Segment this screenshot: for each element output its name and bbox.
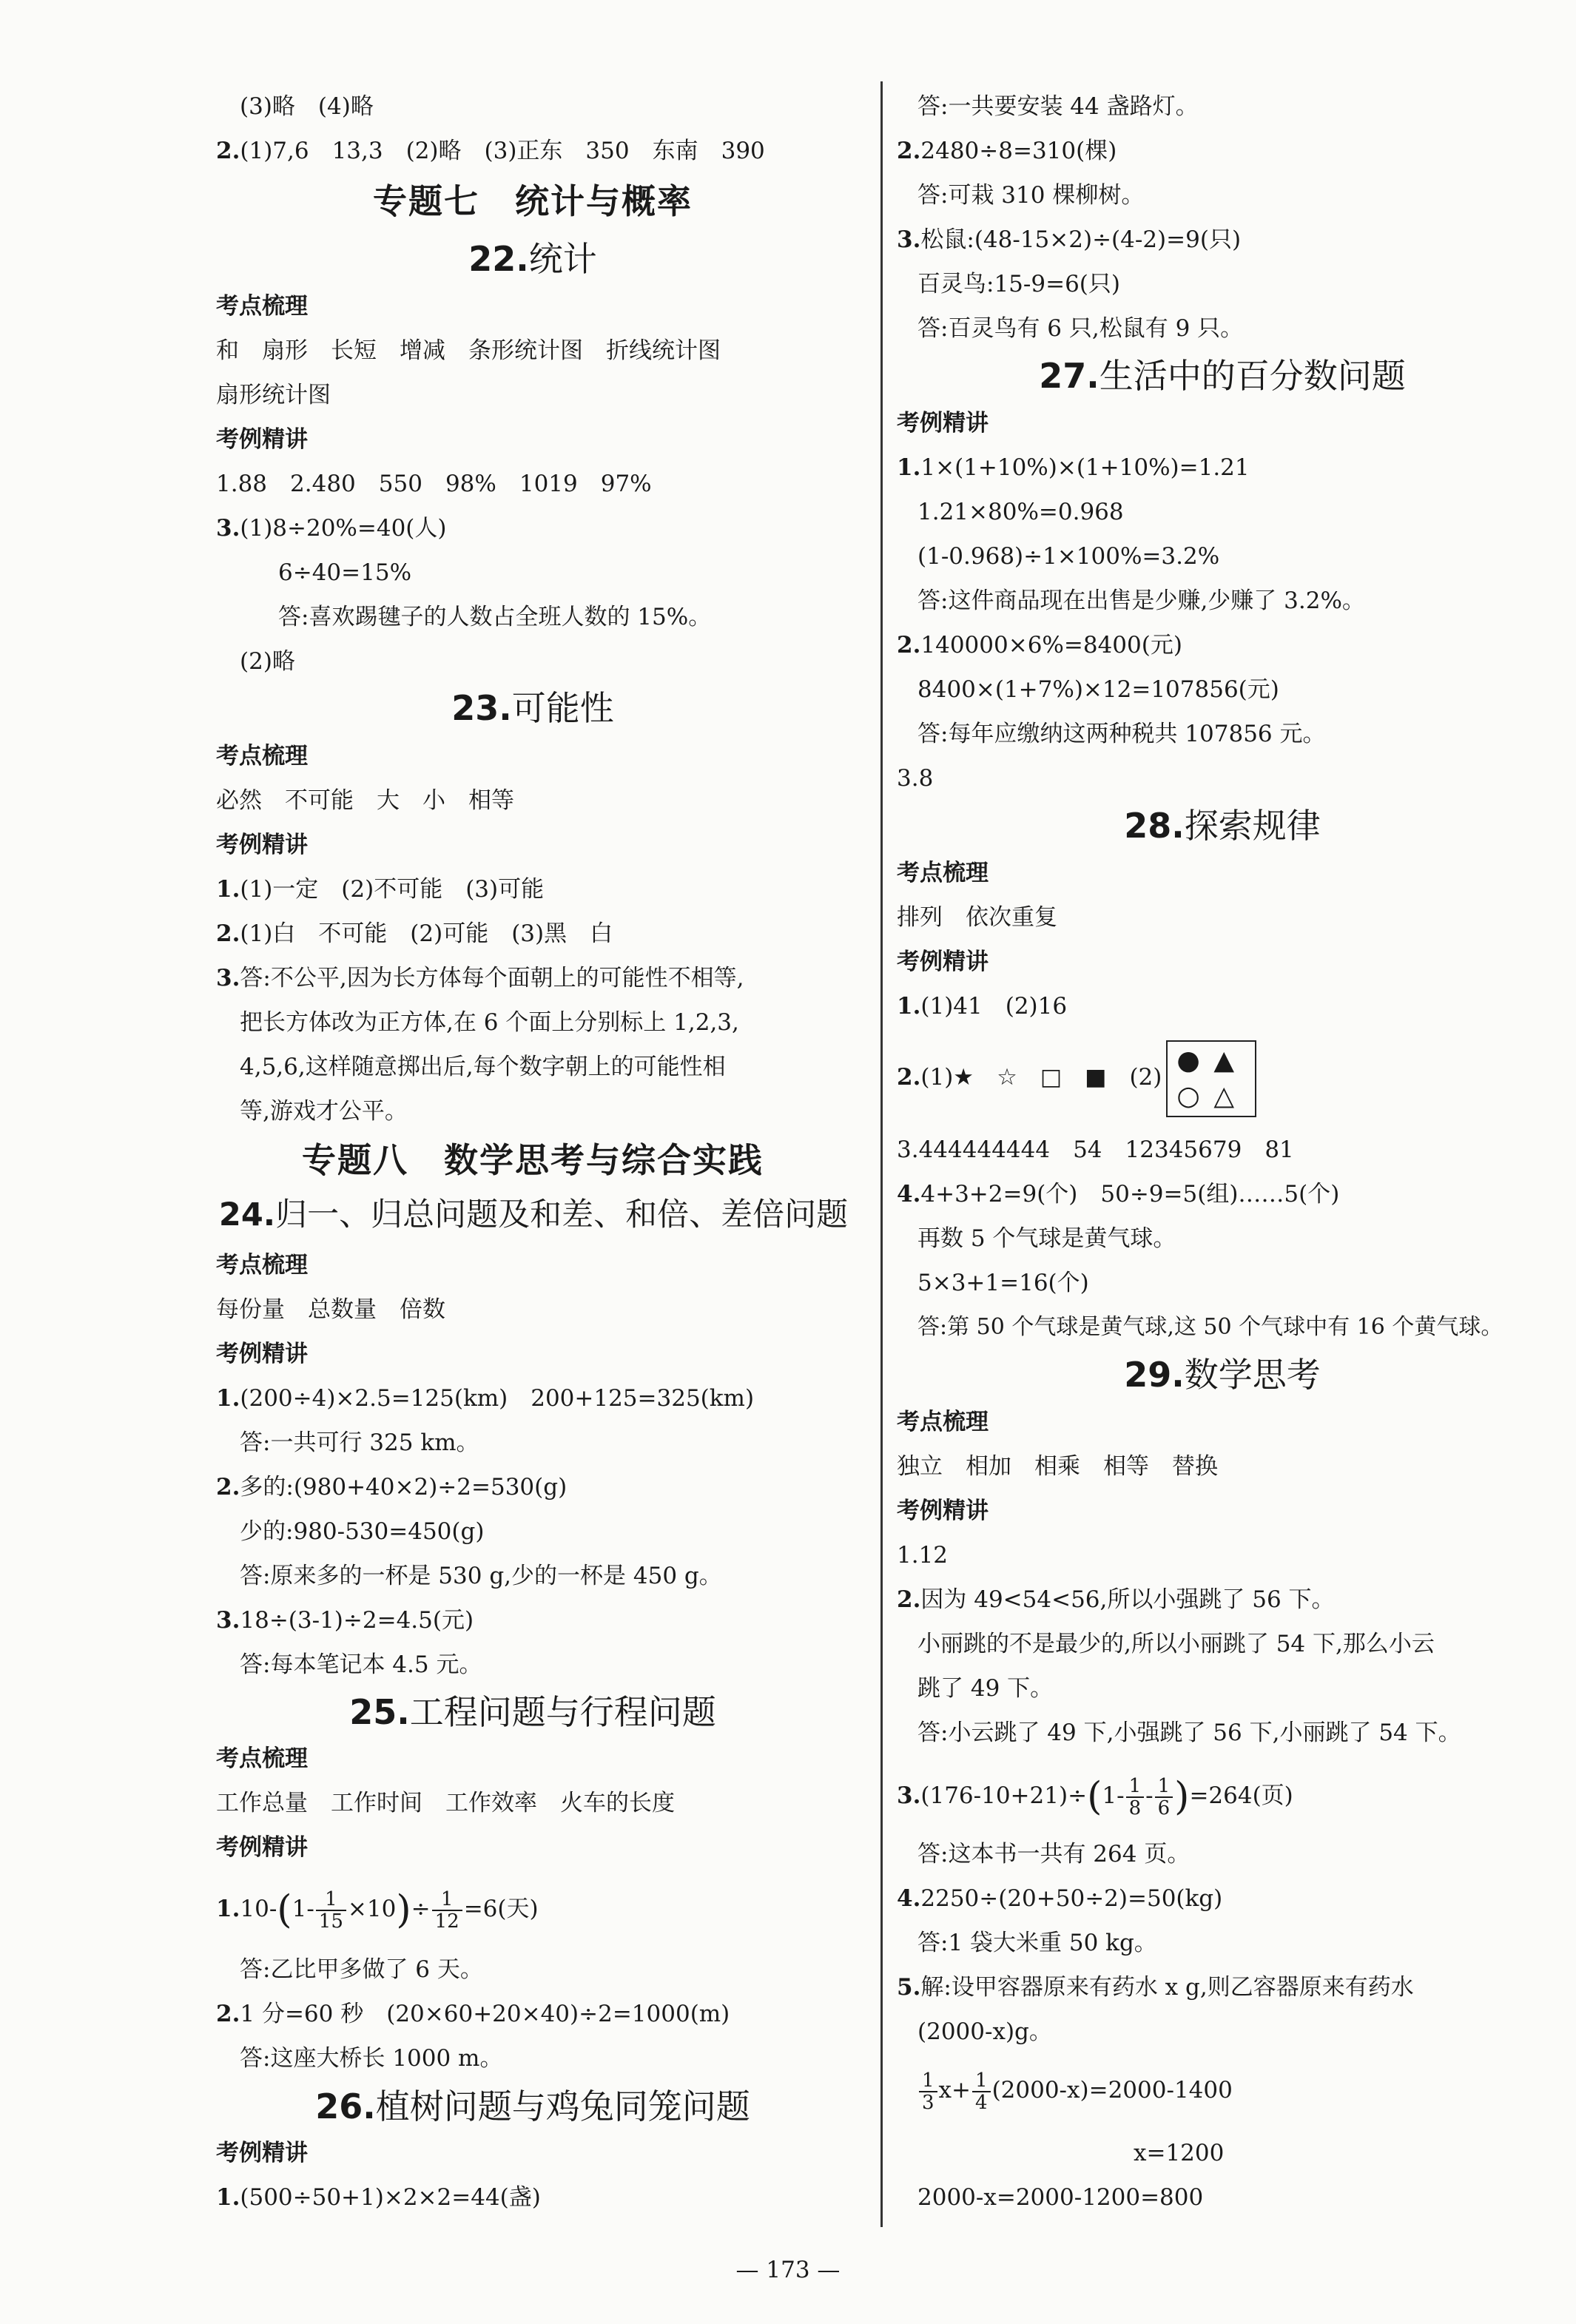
answer-line: 2.多的:(980+40×2)÷2=530(g)	[216, 1474, 568, 1501]
answer-line: 把长方体改为正方体,在 6 个面上分别标上 1,2,3,	[240, 1009, 739, 1036]
answer-line: 4.2250÷(20+50÷2)=50(kg)	[897, 1885, 1223, 1912]
answer-line: 答:这本书一共有 264 页。	[917, 1841, 1191, 1867]
fraction: $\frac{1}{15}$	[316, 1889, 346, 1932]
subheading: 考点梳理	[897, 860, 989, 886]
subheading: 考例精讲	[216, 2140, 308, 2166]
answer-line: 5×3+1=16(个)	[917, 1270, 1089, 1296]
answer-line: 必然 不可能 大 小 相等	[216, 787, 514, 814]
circle-icon: ○	[1176, 1080, 1200, 1111]
answer-line: 3.松鼠:(48-15×2)÷(4-2)=9(只)	[897, 226, 1242, 253]
answer-line: (3)略 (4)略	[240, 93, 374, 120]
answer-line: 2.1 分=60 秒 (20×60+20×40)÷2=1000(m)	[216, 2001, 730, 2027]
answer-line: 少的:980-530=450(g)	[240, 1518, 485, 1545]
subheading: 考例精讲	[216, 832, 308, 858]
answer-line: (2)略	[240, 648, 295, 675]
answer-line: 答:一共要安装 44 盏路灯。	[917, 93, 1199, 120]
answer-line: 3.答:不公平,因为长方体每个面朝上的可能性不相等,	[216, 965, 744, 991]
page-number: — 173 —	[735, 2257, 841, 2283]
answer-line: 3.444444444 54 12345679 81	[897, 1136, 1294, 1163]
section-title: 22.统计	[468, 239, 597, 279]
column-divider	[880, 81, 883, 2227]
answer-line: 1.(1)一定 (2)不可能 (3)可能	[216, 876, 545, 903]
answer-line: 1.1×(1+10%)×(1+10%)=1.21	[897, 454, 1250, 481]
subheading: 考点梳理	[216, 293, 308, 320]
answer-line: 2000-x=2000-1200=800	[917, 2184, 1204, 2211]
answer-line: 工作总量 工作时间 工作效率 火车的长度	[216, 1790, 675, 1816]
answer-line: 独立 相加 相乘 相等 替换	[897, 1453, 1218, 1480]
answer-line: (1-0.968)÷1×100%=3.2%	[917, 543, 1220, 570]
filled-circle-icon: ●	[1176, 1045, 1200, 1076]
answer-line: 1.(1)41 (2)16	[897, 993, 1068, 1020]
subheading: 考点梳理	[897, 1409, 989, 1435]
section-title: 27.生活中的百分数问题	[1039, 356, 1406, 396]
filled-triangle-icon: ▲	[1213, 1045, 1235, 1076]
answer-line: 排列 依次重复	[897, 904, 1057, 931]
answer-line: 2.(1)白 不可能 (2)可能 (3)黑 白	[216, 920, 613, 947]
answer-line: 跳了 49 下。	[917, 1675, 1054, 1702]
fraction: $\frac{1}{8}$	[1126, 1776, 1145, 1819]
answer-line: 答:一共可行 325 km。	[240, 1429, 479, 1456]
answer-line: 和 扇形 长短 增减 条形统计图 折线统计图	[216, 337, 721, 364]
answer-line: 小丽跳的不是最少的,所以小丽跳了 54 下,那么小云	[917, 1631, 1435, 1657]
answer-line: 3.18÷(3-1)÷2=4.5(元)	[216, 1607, 474, 1634]
answer-line: 答:乙比甲多做了 6 天。	[240, 1956, 483, 1983]
answer-line: 4.4+3+2=9(个) 50÷9=5(组)……5(个)	[897, 1181, 1340, 1208]
equation-line: 1.10-(1- $\frac{1}{15}$ ×10)÷ $\frac{1}{12}$ =6(天)	[216, 1887, 539, 1933]
answer-line: 每份量 总数量 倍数	[216, 1296, 445, 1323]
answer-line: 答:这件商品现在出售是少赚,少赚了 3.2%。	[917, 587, 1365, 614]
topic-title: 专题七 统计与概率	[373, 181, 693, 221]
answer-line: 答:这座大桥长 1000 m。	[240, 2045, 503, 2072]
subheading: 考例精讲	[897, 1498, 989, 1524]
section-title: 29.数学思考	[1124, 1355, 1321, 1395]
fraction: $\frac{1}{6}$	[1155, 1776, 1173, 1819]
subheading: 考例精讲	[897, 410, 989, 437]
answer-line: 1.12	[897, 1542, 949, 1569]
answer-line: 1.(200÷4)×2.5=125(km) 200+125=325(km)	[216, 1385, 755, 1412]
answer-text: (1)7,6 13,3 (2)略 (3)正东 350 东南 390	[240, 138, 765, 164]
subheading: 考例精讲	[216, 1834, 308, 1861]
answer-line: 1.21×80%=0.968	[917, 499, 1124, 525]
answer-line: 答:小云跳了 49 下,小强跳了 56 下,小丽跳了 54 下。	[917, 1720, 1461, 1746]
subheading: 考例精讲	[897, 949, 989, 975]
answer-line: 答:1 袋大米重 50 kg。	[917, 1930, 1157, 1956]
answer-line: 再数 5 个气球是黄气球。	[917, 1225, 1176, 1252]
answer-line	[216, 135, 765, 167]
section-title: 28.探索规律	[1124, 806, 1321, 846]
answer-line: 8400×(1+7%)×12=107856(元)	[917, 676, 1279, 703]
answer-line: 百灵鸟:15-9=6(只)	[917, 271, 1120, 297]
answer-line: 答:百灵鸟有 6 只,松鼠有 9 只。	[917, 315, 1244, 342]
section-title: 24.归一、归总问题及和差、和倍、差倍问题	[218, 1196, 849, 1233]
equation-line: $\frac{1}{3}$ x+ $\frac{1}{4}$ (2000-x)=2000-1400	[917, 2064, 1233, 2116]
answer-line: 2.140000×6%=8400(元)	[897, 632, 1182, 659]
subheading: 考点梳理	[216, 1745, 308, 1772]
answer-line: 3.8	[897, 765, 934, 792]
answer-line: 1.(500÷50+1)×2×2=44(盏)	[216, 2184, 541, 2211]
subheading: 考例精讲	[216, 426, 308, 453]
answer-line: 3.(1)8÷20%=40(人)	[216, 515, 447, 542]
answer-line: 扇形统计图	[216, 382, 331, 408]
subheading: 考例精讲	[216, 1341, 308, 1367]
section-title: 26.植树问题与鸡兔同笼问题	[315, 2086, 750, 2126]
answer-line: 答:原来多的一杯是 530 g,少的一杯是 450 g。	[240, 1563, 722, 1589]
answer-line: 2.2480÷8=310(棵)	[897, 138, 1117, 164]
answer-line: (2000-x)g。	[917, 2018, 1052, 2045]
answer-line: 1.88 2.480 550 98% 1019 97%	[216, 471, 652, 497]
section-title: 25.工程问题与行程问题	[349, 1692, 716, 1732]
shape-pattern-box	[1166, 1040, 1256, 1117]
item-number: 2.	[216, 138, 240, 164]
answer-line: x=1200	[1134, 2140, 1225, 2166]
answer-line: 答:每年应缴纳这两种税共 107856 元。	[917, 721, 1326, 747]
answer-line: 答:每本笔记本 4.5 元。	[240, 1651, 482, 1678]
answer-line: 等,游戏才公平。	[240, 1098, 408, 1125]
answer-line: 答:第 50 个气球是黄气球,这 50 个气球中有 16 个黄气球。	[917, 1314, 1503, 1340]
answer-line: 6÷40=15%	[278, 559, 412, 586]
section-title: 23.可能性	[451, 688, 614, 728]
topic-title: 专题八 数学思考与综合实践	[302, 1140, 764, 1180]
answer-line: 4,5,6,这样随意掷出后,每个数字朝上的可能性相	[240, 1054, 726, 1080]
fraction: $\frac{1}{3}$	[919, 2070, 937, 2113]
pattern-line: 2.(1)★ ☆ □ ■ (2) ● ▲ ○ △	[897, 1039, 1256, 1117]
answer-line: 5.解:设甲容器原来有药水 x g,则乙容器原来有药水	[897, 1974, 1414, 2001]
subheading: 考点梳理	[216, 743, 308, 769]
equation-line: 3.(176-10+21)÷(1- $\frac{1}{8}$ - $\frac{1}{6}$ )=264(页)	[897, 1774, 1293, 1819]
subheading: 考点梳理	[216, 1252, 308, 1279]
answer-line: 答:喜欢踢毽子的人数占全班人数的 15%。	[278, 604, 712, 630]
triangle-icon: △	[1213, 1080, 1235, 1111]
answer-line: 答:可栽 310 棵柳树。	[917, 182, 1145, 209]
answer-line: 2.因为 49<54<56,所以小强跳了 56 下。	[897, 1586, 1335, 1613]
fraction: $\frac{1}{12}$	[432, 1889, 462, 1932]
fraction: $\frac{1}{4}$	[972, 2070, 991, 2113]
